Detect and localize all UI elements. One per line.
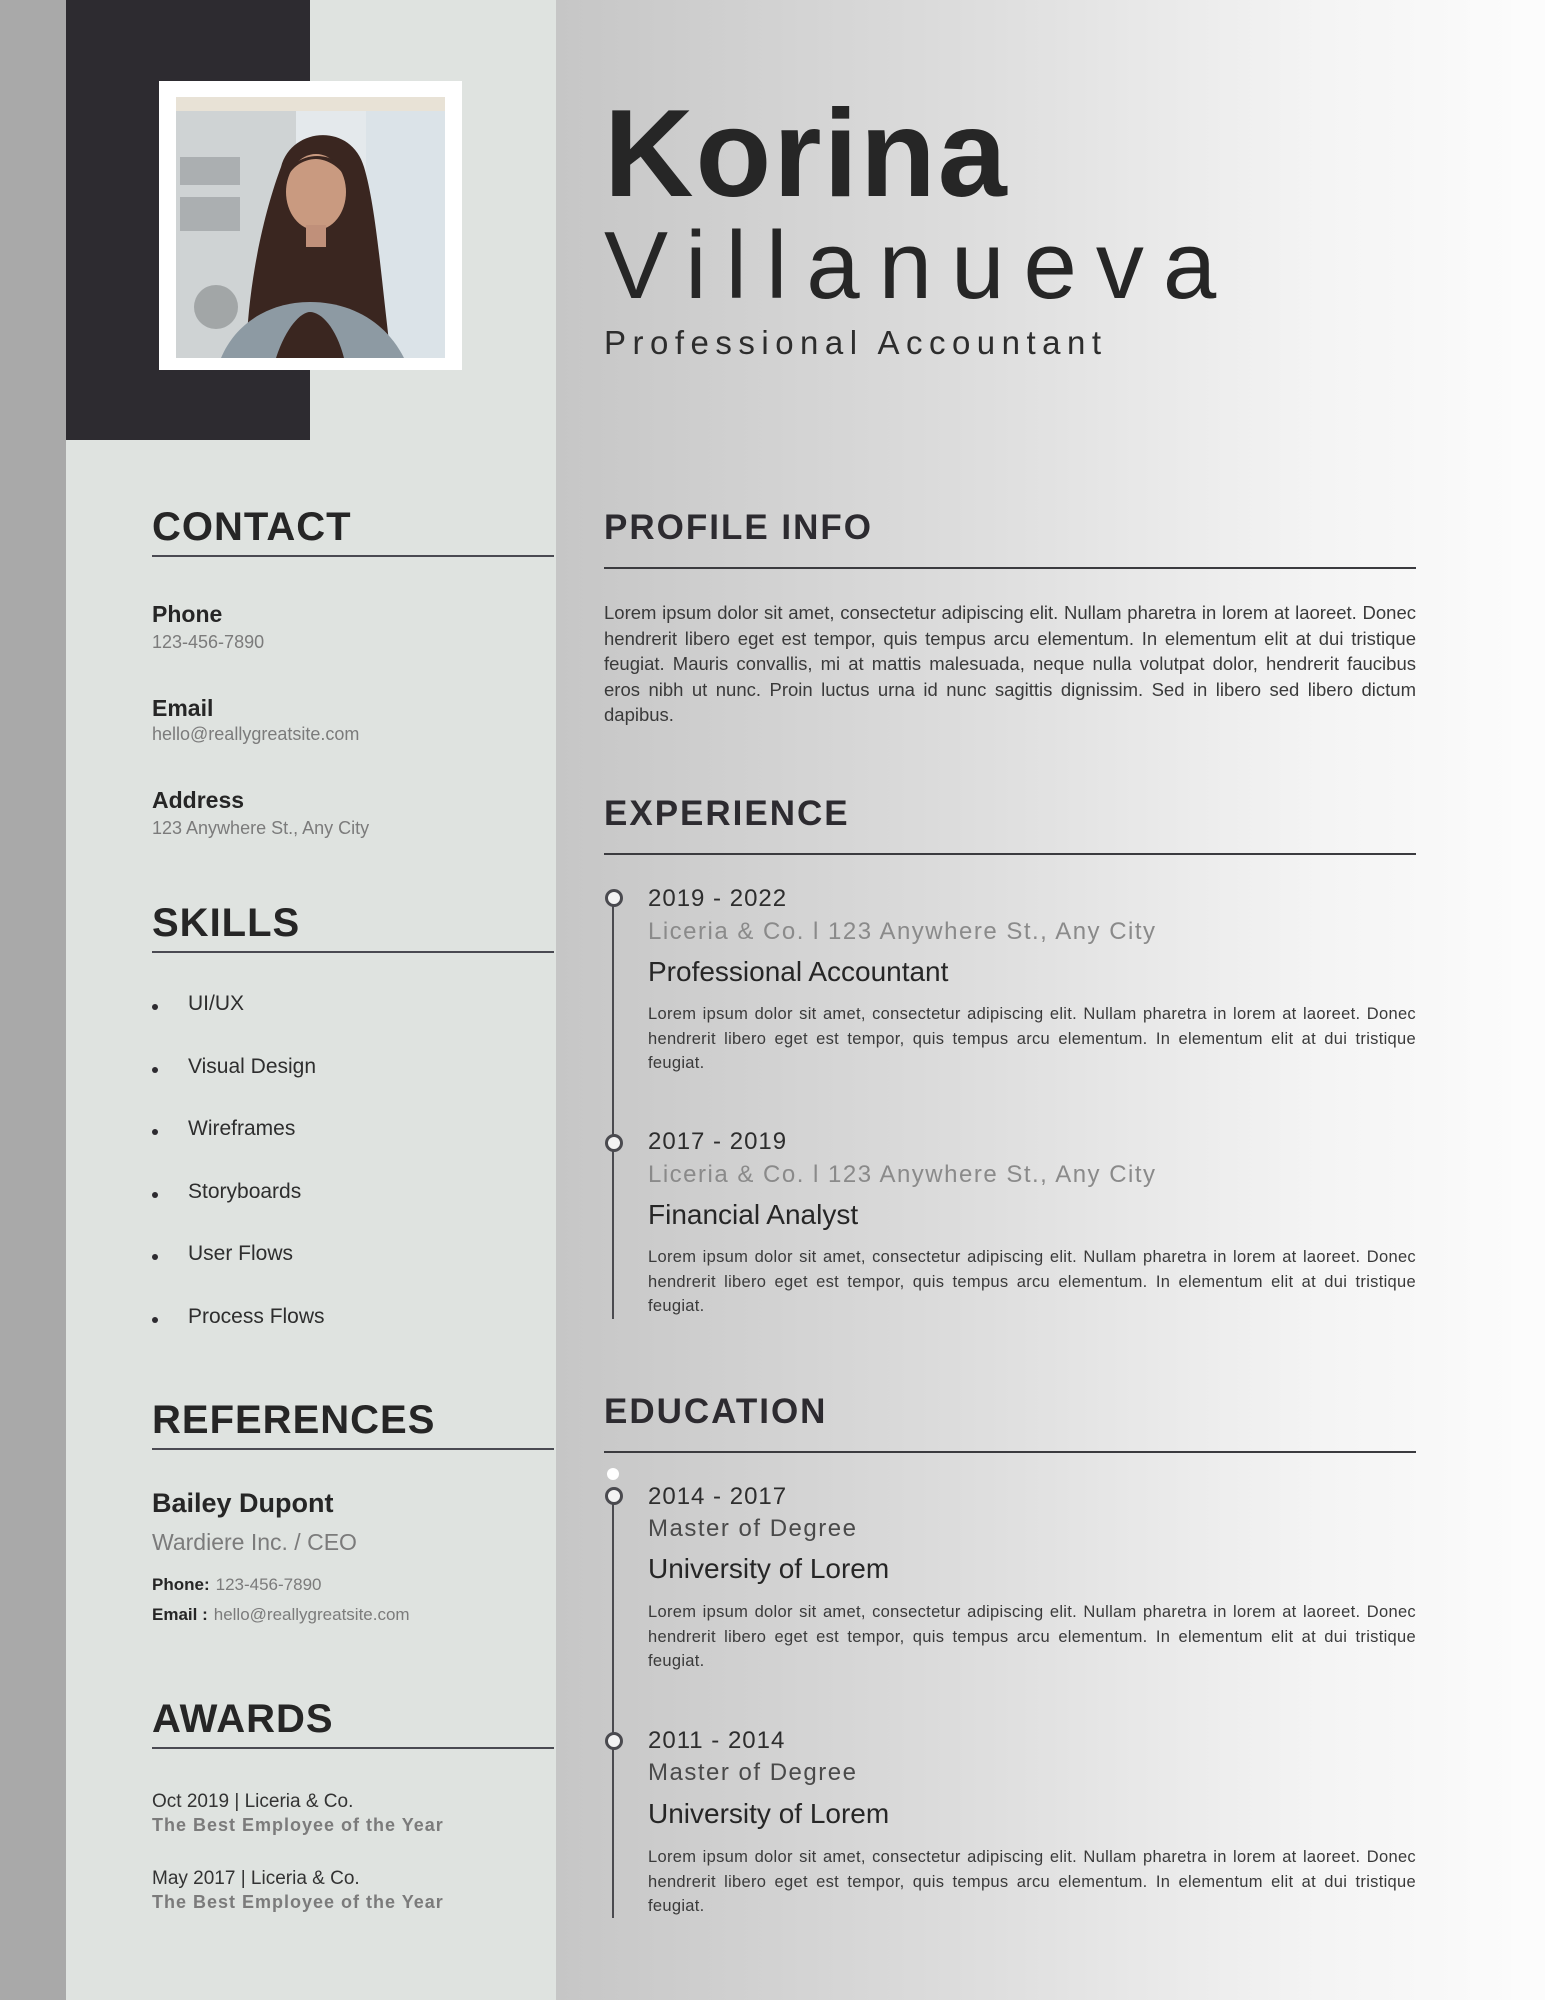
email-value: hello@reallygreatsite.com — [152, 724, 360, 744]
experience-timeline — [612, 897, 614, 1319]
timeline-start-dot — [607, 1468, 619, 1480]
contact-heading: CONTACT — [152, 505, 554, 557]
experience-description: Lorem ipsum dolor sit amet, consectetur adipiscing elit. Nullam pharetra in lorem at laoreet. Donec hendrerit libero eget est tempor, quis tempus arcu elementum. In elementum elit at dui tristique feugiat. — [648, 1005, 1416, 1072]
skill-item: Process Flows — [152, 1305, 325, 1368]
reference-phone — [152, 1575, 321, 1595]
education-description: Lorem ipsum dolor sit amet, consectetur adipiscing elit. Nullam pharetra in lorem at laoreet. Donec hendrerit libero eget est tempor, quis tempus arcu elementum. In elementum elit at dui tristique feugiat. — [648, 1848, 1416, 1915]
phone-value: 123-456-7890 — [152, 632, 265, 652]
reference-role: Wardiere Inc. / CEO — [152, 1529, 357, 1555]
education-degree: Master of Degree — [648, 1515, 858, 1542]
address-value: 123 Anywhere St., Any City — [152, 818, 370, 838]
skill-item: User Flows — [152, 1242, 325, 1305]
experience-role: Financial Analyst — [648, 1199, 859, 1230]
skills-list — [152, 992, 325, 1367]
reference-email-label: Email : — [152, 1605, 208, 1624]
education-school: University of Lorem — [648, 1553, 890, 1584]
profile-photo — [176, 97, 445, 358]
profile-text: Lorem ipsum dolor sit amet, consectetur adipiscing elit. Nullam pharetra in lorem at laoreet. Donec hendrerit libero eget est tempor, quis tempus arcu elementum. In elementum elit at dui tristique feugiat. Mauris convallis, mi at mattis malesuada, neque nulla volutpat dolor, hendrerit faucibus eros nibh ut nunc. Proin luctus urna id nunc sagittis dignissim. Sed in libero sed libero dictum dapibus. — [604, 602, 1416, 725]
awards-heading: AWARDS — [152, 1697, 554, 1749]
award-date: Oct 2019 | Liceria & Co. — [152, 1791, 354, 1812]
references-heading: REFERENCES — [152, 1398, 554, 1450]
experience-years: 2017 - 2019 — [648, 1128, 788, 1155]
first-name: Korina — [604, 85, 1009, 223]
email-label: Email — [152, 695, 214, 721]
profile-heading: PROFILE INFO — [604, 510, 1416, 569]
phone-label: Phone — [152, 601, 223, 627]
experience-place: Liceria & Co. l 123 Anywhere St., Any City — [648, 918, 1157, 945]
job-title: Professional Accountant — [604, 324, 1108, 361]
timeline-dot — [605, 1134, 623, 1152]
skill-item: Visual Design — [152, 1055, 325, 1118]
skills-heading: SKILLS — [152, 901, 554, 953]
skill-item: Wireframes — [152, 1117, 325, 1180]
timeline-dot — [605, 1732, 623, 1750]
reference-name: Bailey Dupont — [152, 1488, 334, 1518]
right-margin-strip — [1511, 0, 1545, 2000]
education-years: 2011 - 2014 — [648, 1727, 786, 1754]
education-description: Lorem ipsum dolor sit amet, consectetur adipiscing elit. Nullam pharetra in lorem at laoreet. Donec hendrerit libero eget est tempor, quis tempus arcu elementum. In elementum elit at dui tristique feugiat. — [648, 1603, 1416, 1670]
award-date: May 2017 | Liceria & Co. — [152, 1868, 360, 1889]
experience-place: Liceria & Co. l 123 Anywhere St., Any City — [648, 1161, 1157, 1188]
experience-years: 2019 - 2022 — [648, 885, 788, 912]
skill-item: UI/UX — [152, 992, 325, 1055]
experience-heading: EXPERIENCE — [604, 796, 1416, 855]
education-timeline — [612, 1494, 614, 1918]
timeline-dot — [605, 889, 623, 907]
education-years: 2014 - 2017 — [648, 1483, 788, 1510]
experience-description: Lorem ipsum dolor sit amet, consectetur adipiscing elit. Nullam pharetra in lorem at laoreet. Donec hendrerit libero eget est tempor, quis tempus arcu elementum. In elementum elit at dui tristique feugiat. — [648, 1248, 1416, 1315]
education-school: University of Lorem — [648, 1798, 890, 1829]
experience-role: Professional Accountant — [648, 956, 949, 987]
award-title: The Best Employee of the Year — [152, 1815, 444, 1835]
award-title: The Best Employee of the Year — [152, 1892, 444, 1912]
reference-email-value: hello@reallygreatsite.com — [213, 1605, 410, 1624]
skill-item: Storyboards — [152, 1180, 325, 1243]
left-margin-strip — [0, 0, 66, 2000]
education-heading: EDUCATION — [604, 1394, 1416, 1453]
reference-email — [152, 1605, 410, 1625]
last-name: Villanueva — [604, 212, 1236, 319]
reference-phone-label: Phone: — [152, 1575, 210, 1594]
photo-frame — [159, 81, 462, 370]
education-degree: Master of Degree — [648, 1759, 858, 1786]
reference-phone-value: 123-456-7890 — [215, 1575, 322, 1594]
address-label: Address — [152, 787, 245, 813]
timeline-dot — [605, 1487, 623, 1505]
portrait-illustration — [176, 97, 445, 358]
